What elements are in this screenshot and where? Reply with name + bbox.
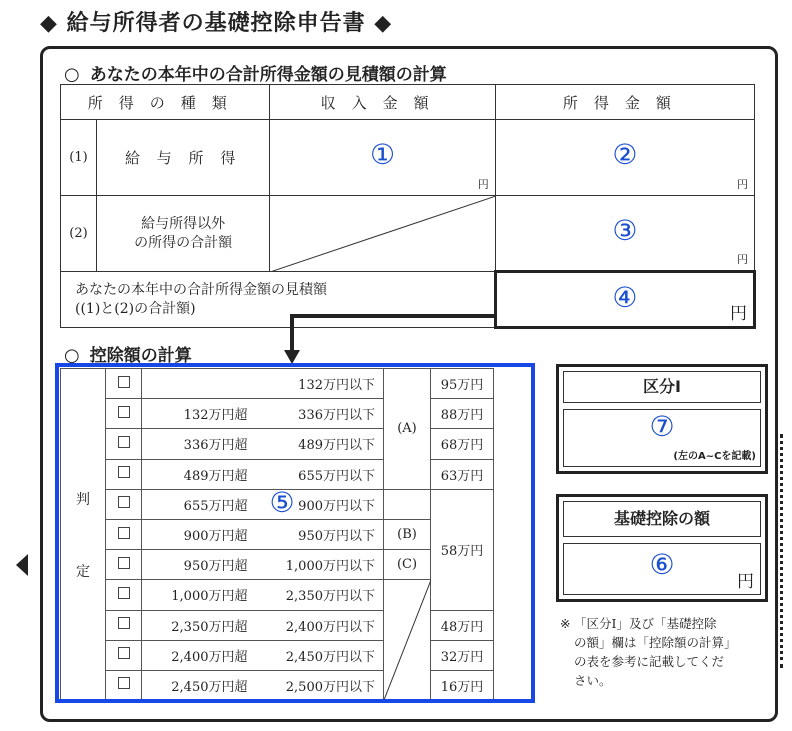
bracket-deduction: 48万円 — [431, 610, 494, 640]
bracket-to: 900万円以下 — [254, 489, 384, 519]
bracket-from: 1,000万円超 — [142, 580, 254, 610]
yen-unit: 円 — [737, 572, 754, 592]
bracket-to: 2,400万円以下 — [254, 610, 384, 640]
basic-deduction-field[interactable] — [563, 543, 761, 595]
footnote-line: さい。 — [574, 673, 612, 688]
bracket-deduction: 16万円 — [431, 670, 494, 700]
group-b-label: (B) — [384, 519, 431, 549]
salary-income-field[interactable] — [495, 120, 754, 196]
basic-deduction-box — [556, 494, 768, 602]
circle-7: ⑦ — [649, 410, 675, 443]
document-title: ◆ 給与所得者の基礎控除申告書 ◆ — [40, 11, 393, 36]
bracket-from: 132万円超 — [142, 399, 254, 429]
bracket-from: 489万円超 — [142, 459, 254, 489]
circle-marker: ○ — [64, 64, 80, 85]
judge-char: 定 — [76, 563, 90, 580]
yen-unit: 円 — [477, 178, 489, 191]
bracket-from: 2,350万円超 — [142, 610, 254, 640]
circle-marker: ○ — [64, 345, 80, 366]
basic-deduction-title: 基礎控除の額 — [563, 501, 761, 537]
header-revenue: 収入金額 — [270, 85, 495, 120]
bracket-to: 132万円以下 — [254, 369, 384, 399]
deduction-58: 58万円 — [431, 489, 494, 610]
yen-unit: 円 — [730, 304, 747, 324]
circle-5: ⑤ — [269, 486, 295, 519]
footnote-mark: ※ — [560, 616, 571, 631]
bracket-from: 336万円超 — [142, 429, 254, 459]
salary-revenue-field[interactable] — [270, 120, 495, 196]
row-label-line: 給与所得以外 — [141, 215, 226, 232]
bracket-to: 950万円以下 — [254, 519, 384, 549]
bracket-to: 2,500万円以下 — [254, 670, 384, 700]
yen-unit: 円 — [737, 178, 748, 191]
row-number: (2) — [61, 196, 97, 272]
section-income-heading — [64, 60, 447, 85]
judge-char: 判 — [76, 491, 90, 508]
category-box — [556, 364, 768, 474]
bracket-deduction: 32万円 — [431, 640, 494, 670]
bracket-to: 1,000万円以下 — [254, 550, 384, 580]
total-label-line: あなたの本年中の合計所得金額の見積額 — [75, 281, 327, 298]
circle-2: ② — [612, 138, 638, 171]
bracket-to: 489万円以下 — [254, 429, 384, 459]
bracket-from: 2,400万円超 — [142, 640, 254, 670]
group-c-label: (C) — [384, 550, 431, 580]
other-revenue-cell — [270, 196, 495, 272]
row-label-line: の所得の合計額 — [134, 234, 233, 251]
section-deduction-title: 控除額の計算 — [89, 346, 192, 366]
bracket-deduction: 88万円 — [431, 399, 494, 429]
category-note: (左のA~Cを記載) — [673, 451, 756, 462]
footnote-line: 「区分Ⅰ」及び「基礎控除 — [574, 616, 717, 631]
section-income-title: あなたの本年中の合計所得金額の見積額の計算 — [89, 65, 447, 85]
row-number: (1) — [61, 120, 97, 196]
row-label-salary: 給 与 所 得 — [96, 120, 269, 196]
circle-3: ③ — [612, 213, 638, 247]
total-label-line: ((1)と(2)の合計額) — [75, 300, 196, 317]
bracket-from: 950万円超 — [142, 550, 254, 580]
category-title: 区分Ⅰ — [563, 371, 761, 403]
judge-highlight — [55, 363, 535, 703]
income-table — [60, 84, 756, 329]
bracket-deduction: 95万円 — [431, 369, 494, 399]
header-income-amount: 所得金額 — [495, 85, 754, 120]
yen-unit: 円 — [737, 253, 748, 266]
circle-6: ⑥ — [649, 548, 675, 581]
diagonal-line — [270, 196, 496, 272]
flow-arrow — [282, 312, 502, 368]
bracket-to: 2,350万円以下 — [254, 580, 384, 610]
circle-1: ① — [370, 138, 396, 171]
footnote-line: の表を参考に記載してくだ — [574, 654, 725, 669]
group-a-label: (A) — [384, 369, 431, 490]
other-income-field[interactable] — [495, 196, 754, 272]
category-field[interactable] — [563, 409, 761, 467]
bracket-from: 900万円超 — [142, 519, 254, 549]
left-arrow-icon — [14, 552, 30, 578]
bracket-to: 336万円以下 — [254, 399, 384, 429]
bracket-from: 655万円超 — [142, 489, 254, 519]
bracket-deduction: 63万円 — [431, 459, 494, 489]
total-income-field[interactable] — [495, 272, 754, 328]
bracket-deduction: 68万円 — [431, 429, 494, 459]
bracket-to: 2,450万円以下 — [254, 640, 384, 670]
row-label-other — [96, 196, 269, 272]
footnote — [560, 614, 766, 690]
dotted-edge — [780, 434, 783, 668]
header-income-type: 所得の種類 — [61, 85, 270, 120]
bracket-to: 655万円以下 — [254, 459, 384, 489]
footnote-line: の額」欄は「控除額の計算」 — [574, 635, 737, 650]
bracket-from: 2,450万円超 — [142, 670, 254, 700]
circle-4: ④ — [612, 281, 638, 314]
